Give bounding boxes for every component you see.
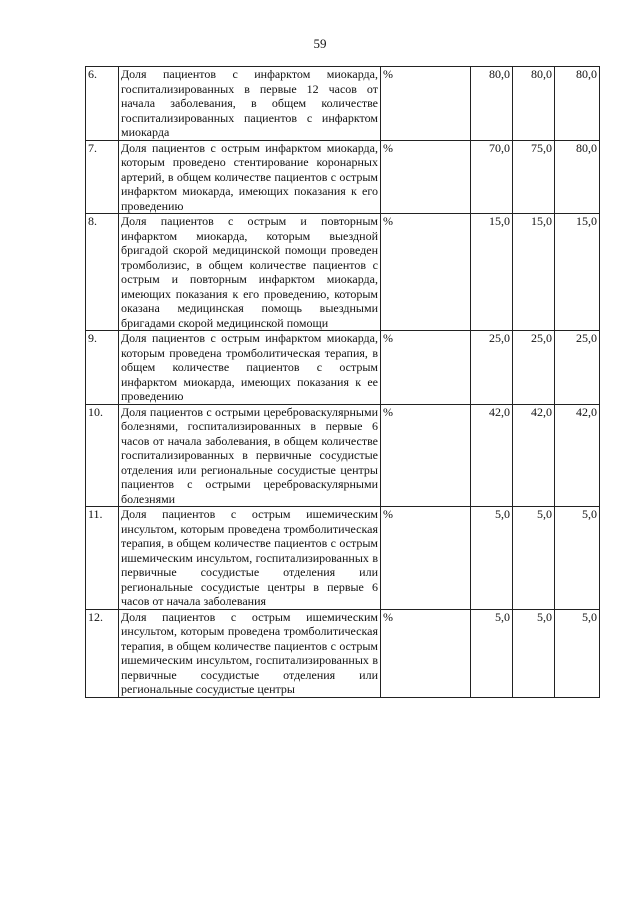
unit-cell: % (381, 67, 471, 141)
unit-cell: % (381, 404, 471, 507)
value-year-1: 25,0 (471, 331, 513, 405)
value-year-3: 80,0 (555, 140, 600, 214)
value-year-2: 42,0 (513, 404, 555, 507)
value-year-2: 5,0 (513, 507, 555, 610)
unit-cell: % (381, 507, 471, 610)
table-row (86, 67, 600, 141)
value-year-3: 5,0 (555, 609, 600, 697)
row-number: 6. (86, 67, 119, 141)
row-number: 11. (86, 507, 119, 610)
table-row (86, 404, 600, 507)
indicator-description: Доля пациентов с острыми цереброваскулярными болезнями, госпитализированных в первые 6 часов от начала заболевания, в общем количестве госпитализированных в первичные сосудистые отделения или региональные сосудистые центры пациентов с острыми цереброваскулярными болезнями (119, 404, 381, 507)
row-number: 10. (86, 404, 119, 507)
unit-cell: % (381, 331, 471, 405)
indicator-description: Доля пациентов с инфарктом миокарда, госпитализированных в первые 12 часов от начала заболевания, в общем количестве госпитализированных пациентов с инфарктом миокарда (119, 67, 381, 141)
value-year-1: 80,0 (471, 67, 513, 141)
value-year-1: 42,0 (471, 404, 513, 507)
value-year-3: 15,0 (555, 214, 600, 331)
indicator-description: Доля пациентов с острым ишемическим инсультом, которым проведена тромболитическая терапия, в общем количестве пациентов с острым ишемическим инсультом, госпитализированных в первичные сосудистые отделения или региональные сосудистые центры в первые 6 часов от начала заболевания (119, 507, 381, 610)
indicators-table (85, 66, 600, 698)
value-year-1: 5,0 (471, 507, 513, 610)
indicator-description: Доля пациентов с острым инфарктом миокарда, которым проведена тромболитическая терапия, в общем количестве пациентов с острым инфарктом миокарда, имеющих показания к ее проведению (119, 331, 381, 405)
value-year-2: 75,0 (513, 140, 555, 214)
table-row (86, 140, 600, 214)
page-number: 59 (313, 36, 327, 51)
row-number: 12. (86, 609, 119, 697)
table-row (86, 609, 600, 697)
value-year-1: 15,0 (471, 214, 513, 331)
row-number: 9. (86, 331, 119, 405)
value-year-3: 25,0 (555, 331, 600, 405)
value-year-2: 25,0 (513, 331, 555, 405)
value-year-2: 5,0 (513, 609, 555, 697)
value-year-3: 42,0 (555, 404, 600, 507)
value-year-1: 70,0 (471, 140, 513, 214)
table-row (86, 507, 600, 610)
value-year-1: 5,0 (471, 609, 513, 697)
value-year-2: 15,0 (513, 214, 555, 331)
indicator-description: Доля пациентов с острым ишемическим инсультом, которым проведена тромболитическая терапия, в общем количестве пациентов с острым ишемическим инсультом, госпитализированных в первичные сосудистые отделения или региональные сосудистые центры (119, 609, 381, 697)
indicator-description: Доля пациентов с острым инфарктом миокарда, которым проведено стентирование коронарных артерий, в общем количестве пациентов с острым инфарктом миокарда, имеющих показания к его проведению (119, 140, 381, 214)
unit-cell: % (381, 140, 471, 214)
row-number: 8. (86, 214, 119, 331)
value-year-2: 80,0 (513, 67, 555, 141)
value-year-3: 80,0 (555, 67, 600, 141)
unit-cell: % (381, 214, 471, 331)
table-row (86, 331, 600, 405)
table-row (86, 214, 600, 331)
value-year-3: 5,0 (555, 507, 600, 610)
row-number: 7. (86, 140, 119, 214)
indicator-description: Доля пациентов с острым и повторным инфарктом миокарда, которым выездной бригадой скорой медицинской помощи проведен тромболизис, в общем количестве пациентов с острым и повторным инфарктом миокарда, имеющих показания к его проведению, которым оказана медицинская помощь выездными бригадами скорой медицинской помощи (119, 214, 381, 331)
unit-cell: % (381, 609, 471, 697)
